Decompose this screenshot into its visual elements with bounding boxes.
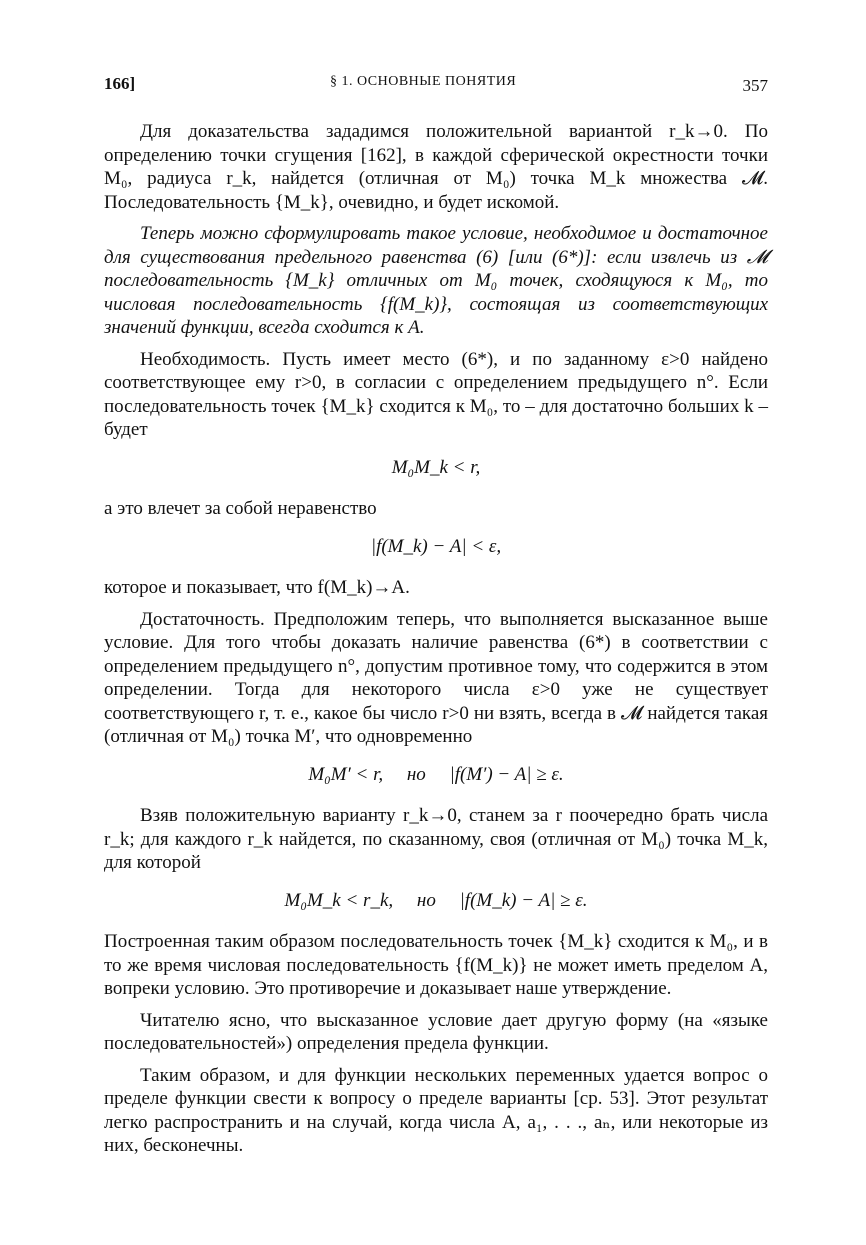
formula-contradiction-point: M₀M′ < r, но |f(M′) − A| ≥ ε. bbox=[308, 763, 564, 785]
paragraph-sequence-language: Читателю ясно, что высказанное условие дает другую форму (на «языке последовательностей») определения предела функции. bbox=[104, 1009, 768, 1054]
formula-distance-less-r: M₀M_k < r, bbox=[391, 456, 481, 478]
running-header bbox=[104, 70, 768, 100]
book-page bbox=[104, 70, 768, 1166]
page-number: 357 bbox=[742, 76, 768, 95]
paragraph-shows-convergence: которое и показывает, что f(M_k)→A. bbox=[104, 577, 410, 598]
formula-function-close-to-limit: |f(M_k) − A| < ε, bbox=[370, 535, 502, 557]
paragraph-sufficiency: Достаточность. Предположим теперь, что выполняется высказанное выше условие. Для того чтобы доказать наличие равенства (6*) в соответствии с определением предыдущего n°, допустим противное тому, что содержится в этом определении. Тогда для некоторого числа ε>0 уже не существует соответствующего r, т. е., какое бы число r>0 ни взять, всегда в 𝓜 найдется такая (отличная от M₀) точка M′, что одновременно bbox=[104, 608, 768, 747]
paragraph-contradiction-conclusion: Построенная таким образом последовательность точек {M_k} сходится к M₀, и в то же время числовая последовательность {f(M_k)} не может иметь пределом A, вопреки условию. Это противоречие и доказывает наше утверждение. bbox=[104, 931, 768, 999]
paragraph-condition-statement: Теперь можно сформулировать такое условие, необходимое и достаточное для существования предельного равенства (6) [или (6*)]: если извлечь из 𝓜 последовательность {M_k} отличных от M₀ точек, сходящуюся к M₀, то числовая последовательность {f(M_k)}, состоящая из соответствующих значений функции, всегда сходится к A. bbox=[104, 223, 768, 338]
body-text bbox=[104, 120, 768, 1158]
running-title: § 1. ОСНОВНЫЕ ПОНЯТИЯ bbox=[330, 74, 517, 89]
formula-contradiction-sequence: M₀M_k < r_k, но |f(M_k) − A| ≥ ε. bbox=[284, 889, 588, 911]
section-reference: 166] bbox=[104, 74, 136, 93]
paragraph-choose-variant: Взяв положительную варианту r_k→0, станем за r поочередно брать числа r_k; для каждого r_k найдется, по сказанному, своя (отличная от M₀) точка M_k, для которой bbox=[104, 805, 768, 873]
paragraph-necessity: Необходимость. Пусть имеет место (6*), и по заданному ε>0 найдено соответствующее ему r>0, в согласии с определением предыдущего n°. Если последовательность точек {M_k} сходится к M₀, то – для достаточно больших k – будет bbox=[104, 348, 768, 440]
paragraph-implies-inequality: а это влечет за собой неравенство bbox=[104, 498, 377, 519]
paragraph-several-variables: Таким образом, и для функции нескольких переменных удается вопрос о пределе функции свести к вопросу о пределе варианты [ср. 53]. Этот результат легко распространить и на случай, когда числа A, a₁, . . ., aₙ, или некоторые из них, бесконечны. bbox=[104, 1064, 768, 1156]
paragraph-proof-construction: Для доказательства зададимся положительной вариантой r_k→0. По определению точки сгущения [162], в каждой сферической окрестности точки M₀, радиуса r_k, найдется (отличная от M₀) точка M_k множества 𝓜. Последовательность {M_k}, очевидно, и будет искомой. bbox=[104, 121, 768, 213]
